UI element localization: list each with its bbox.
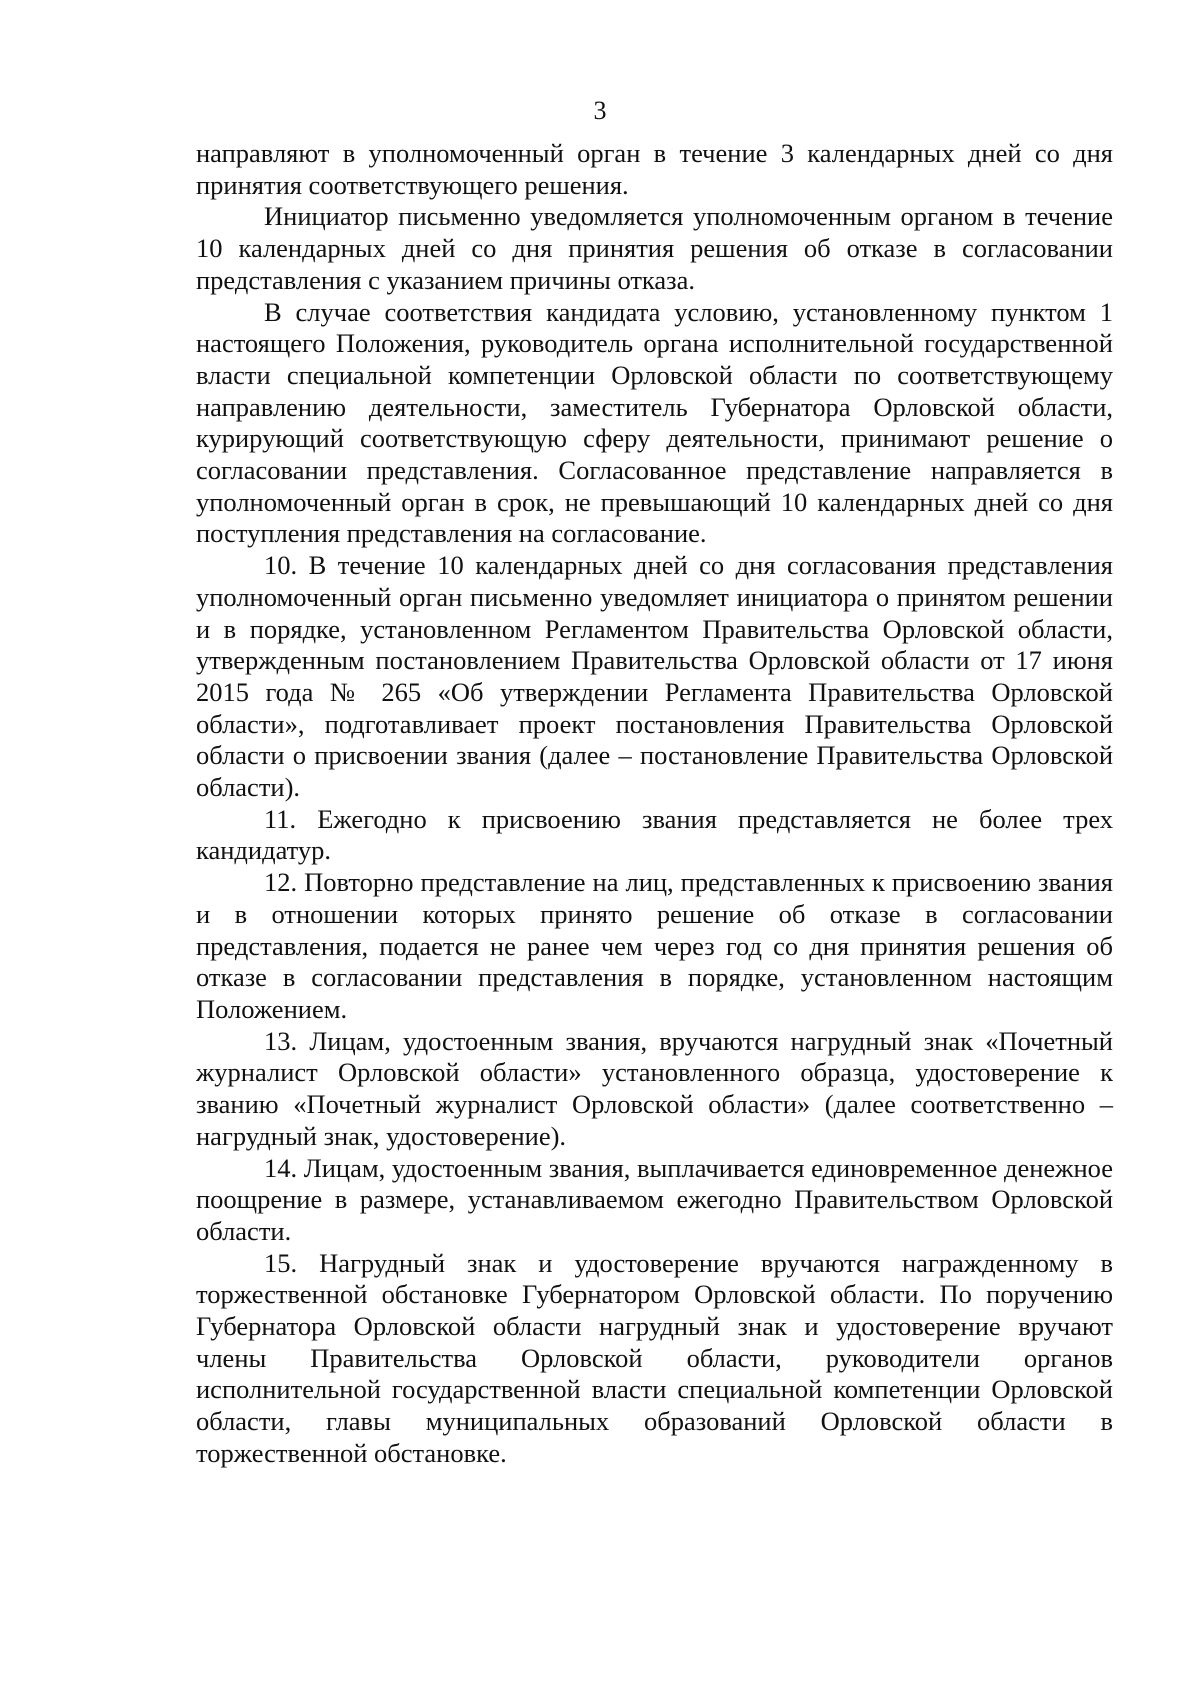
document-body: [196, 138, 1113, 1470]
page-number: 3: [593, 96, 607, 125]
paragraph-item-11: 11. Ежегодно к присвоению звания представляется не более трех кандидатур.: [196, 803, 1113, 866]
paragraph-initiator-notification: Инициатор письменно уведомляется уполномоченным органом в течение 10 календарных дней со дня принятия решения об отказе в согласовании представления с указанием причины отказа.: [196, 201, 1113, 295]
paragraph-item-12: 12. Повторно представление на лиц, представленных к присвоению звания и в отношении которых принято решение об отказе в согласовании представления, подается не ранее чем через год со дня принятия решения об отказе в согласовании представления в порядке, установленном настоящим Положением.: [196, 867, 1113, 1024]
paragraph-item-13: 13. Лицам, удостоенным звания, вручаются нагрудный знак «Почетный журналист Орловской области» установленного образца, удостоверение к званию «Почетный журналист Орловской области» (далее соответственно – нагрудный знак, удостоверение).: [196, 1025, 1113, 1151]
paragraph-continuation: направляют в уполномоченный орган в течение 3 календарных дней со дня принятия соответствующего решения.: [196, 138, 1113, 200]
paragraph-item-15: 15. Нагрудный знак и удостоверение вручаются награжденному в торжественной обстановке Губернатором Орловской области. По поручению Губернатора Орловской области нагрудный знак и удостоверение вручают члены Правительства Орловской области, руководители органов исполнительной государственной власти специальной компетенции Орловской области, главы муниципальных образований Орловской области в торжественной обстановке.: [196, 1247, 1113, 1468]
paragraph-item-10: 10. В течение 10 календарных дней со дня согласования представления уполномоченный орган письменно уведомляет инициатора о принятом решении и в порядке, установленном Регламентом Правительства Орловской области, утвержденным постановлением Правительства Орловской области от 17 июня 2015 года № 265 «Об утверждении Регламента Правительства Орловской области», подготавливает проект постановления Правительства Орловской области о присвоении звания (далее – постановление Правительства Орловской области).: [196, 550, 1113, 803]
paragraph-item-14: 14. Лицам, удостоенным звания, выплачивается единовременное денежное поощрение в размере, устанавливаемом ежегодно Правительством Орловской области.: [196, 1152, 1113, 1246]
paragraph-candidate-approval: В случае соответствия кандидата условию, установленному пунктом 1 настоящего Положения, руководитель органа исполнительной государственной власти специальной компетенции Орловской области по соответствующему направлению деятельности, заместитель Губернатора Орловской области, курирующий соответствующую сферу деятельности, принимают решение о согласовании представления. Согласованное представление направляется в уполномоченный орган в срок, не превышающий 10 календарных дней со дня поступления представления на согласование.: [196, 296, 1113, 549]
